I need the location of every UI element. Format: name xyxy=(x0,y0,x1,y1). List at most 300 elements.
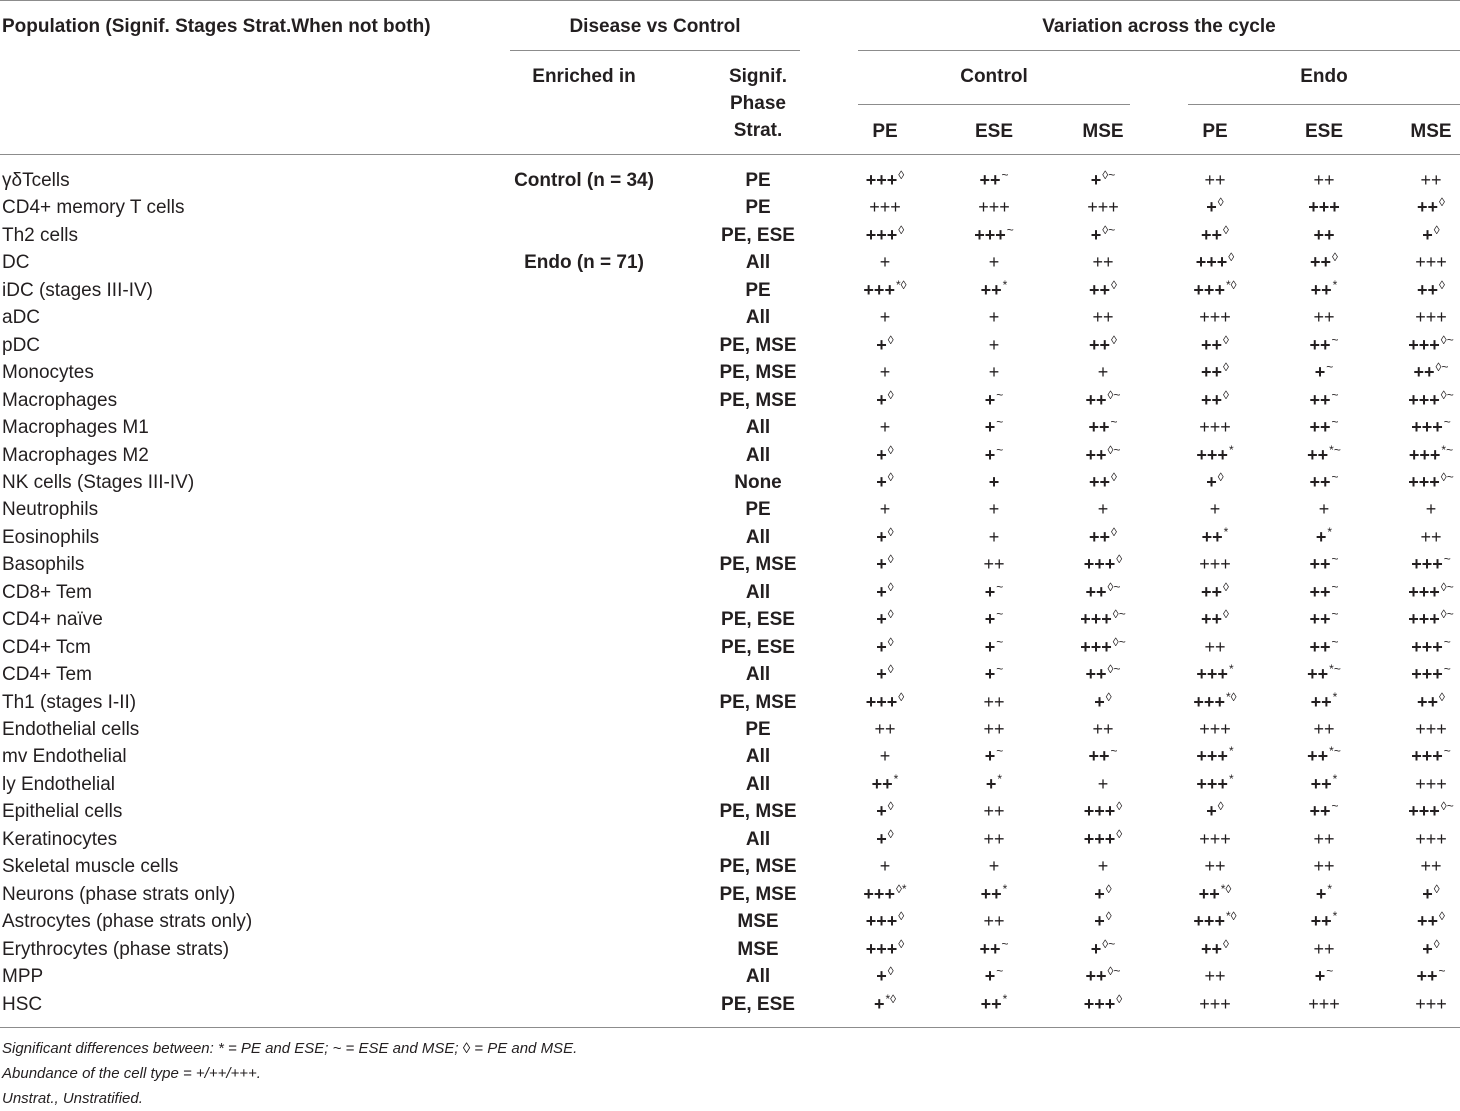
significance-marker: ~ xyxy=(996,443,1004,457)
abundance-mark xyxy=(1196,661,1233,690)
row-population: Neurons (phase strats only) xyxy=(2,884,236,905)
abundance-mark xyxy=(1086,963,1121,992)
significance-marker: ~ xyxy=(1443,744,1451,758)
abundance-mark xyxy=(1091,936,1115,965)
abundance-mark xyxy=(985,442,1004,471)
abundance-level: ++ xyxy=(1204,966,1226,986)
abundance-level: + xyxy=(879,417,891,437)
abundance-mark xyxy=(1199,304,1231,331)
abundance-level: +++ xyxy=(1196,774,1228,794)
abundance-mark xyxy=(989,359,1000,386)
row-population: Astrocytes (phase strats only) xyxy=(2,911,253,932)
significance-marker: ◊ xyxy=(887,552,894,566)
abundance-mark xyxy=(1411,634,1451,663)
abundance-level: + xyxy=(876,829,887,849)
abundance-level: + xyxy=(984,390,996,410)
significance-marker: * xyxy=(1332,772,1338,786)
row-signif-phase: All xyxy=(745,417,771,438)
abundance-mark xyxy=(880,743,891,770)
abundance-mark xyxy=(1319,496,1330,523)
header-ese-endo: ESE xyxy=(1304,121,1344,142)
significance-marker: ◊~ xyxy=(1102,937,1116,951)
abundance-mark xyxy=(1308,194,1340,221)
abundance-level: + xyxy=(879,362,891,382)
row-population: Th1 (stages I-II) xyxy=(2,692,137,713)
row-population: Endothelial cells xyxy=(2,719,140,740)
significance-marker: ◊~ xyxy=(1440,388,1454,402)
abundance-mark xyxy=(1408,469,1453,498)
significance-marker: ◊~ xyxy=(1107,388,1121,402)
abundance-mark xyxy=(1201,332,1229,361)
abundance-level: ++ xyxy=(1204,856,1226,876)
significance-marker: ~ xyxy=(996,388,1004,402)
abundance-mark xyxy=(989,853,1000,880)
significance-marker: * xyxy=(1223,525,1229,539)
abundance-level: + xyxy=(1318,499,1330,519)
abundance-mark xyxy=(1084,826,1122,855)
significance-marker: * xyxy=(1327,525,1333,539)
significance-marker: * xyxy=(997,772,1003,786)
abundance-level: +++ xyxy=(1193,911,1225,931)
abundance-mark xyxy=(1313,716,1334,743)
row-signif-phase: MSE xyxy=(737,939,779,960)
significance-marker: ~ xyxy=(996,662,1004,676)
abundance-level: +++ xyxy=(1080,637,1112,657)
abundance-level: ++ xyxy=(1309,609,1331,629)
abundance-level: +++ xyxy=(1196,746,1228,766)
abundance-mark xyxy=(974,222,1014,251)
abundance-mark xyxy=(1087,194,1119,221)
abundance-level: ++ xyxy=(1313,170,1335,190)
significance-marker: * xyxy=(1327,882,1333,896)
abundance-mark xyxy=(983,689,1004,716)
significance-marker: ◊ xyxy=(1433,937,1440,951)
significance-marker: ◊ xyxy=(1223,937,1229,951)
significance-marker: *~ xyxy=(1329,744,1341,758)
abundance-level: ++ xyxy=(1089,280,1111,300)
row-signif-phase: All xyxy=(745,664,771,685)
significance-marker: ◊ xyxy=(1223,388,1229,402)
abundance-mark xyxy=(874,991,896,1020)
abundance-level: +++ xyxy=(974,225,1006,245)
abundance-level: ++ xyxy=(980,994,1002,1014)
significance-marker: ◊ xyxy=(887,662,894,676)
significance-marker: ~ xyxy=(1331,580,1339,594)
abundance-level: ++ xyxy=(1085,445,1107,465)
abundance-level: ++ xyxy=(1313,856,1335,876)
abundance-level: + xyxy=(988,527,1000,547)
abundance-level: +++ xyxy=(1083,829,1116,849)
significance-marker: ◊ xyxy=(1116,552,1123,566)
abundance-mark xyxy=(1309,387,1338,416)
abundance-level: ++ xyxy=(1310,692,1332,712)
row-population: Epithelial cells xyxy=(2,801,123,822)
header-mse-control: MSE xyxy=(1082,121,1124,142)
row-signif-phase: All xyxy=(745,774,771,795)
abundance-level: + xyxy=(984,966,996,986)
significance-marker: * xyxy=(1228,744,1234,758)
abundance-mark xyxy=(1420,167,1441,194)
row-signif-phase: None xyxy=(734,472,782,493)
abundance-level: +++ xyxy=(1308,994,1340,1014)
abundance-level: + xyxy=(876,390,887,410)
abundance-level: ++ xyxy=(1309,554,1331,574)
row-signif-phase: PE, MSE xyxy=(719,692,797,713)
abundance-mark xyxy=(1313,936,1334,963)
abundance-mark xyxy=(1315,359,1334,388)
abundance-level: + xyxy=(1097,499,1109,519)
abundance-mark xyxy=(985,579,1004,608)
abundance-mark xyxy=(1308,991,1340,1018)
abundance-level: + xyxy=(988,307,1000,327)
row-signif-phase: PE, MSE xyxy=(719,856,797,877)
abundance-level: ++ xyxy=(1313,225,1335,245)
abundance-level: +++ xyxy=(865,170,898,190)
abundance-mark xyxy=(1415,304,1447,331)
row-signif-phase: PE, ESE xyxy=(721,637,795,658)
row-signif-phase: PE, MSE xyxy=(719,554,797,575)
abundance-level: +++ xyxy=(1083,801,1116,821)
abundance-mark xyxy=(876,579,893,608)
abundance-level: + xyxy=(984,582,996,602)
abundance-level: +++ xyxy=(1193,280,1225,300)
row-signif-phase: PE, ESE xyxy=(721,225,795,246)
abundance-mark xyxy=(1193,689,1236,718)
abundance-mark xyxy=(1414,359,1449,388)
abundance-mark xyxy=(1086,661,1121,690)
abundance-mark xyxy=(1411,661,1451,690)
significance-marker: ~ xyxy=(1443,552,1451,566)
abundance-level: ++ xyxy=(979,170,1001,190)
abundance-mark xyxy=(866,167,904,196)
abundance-level: + xyxy=(876,445,887,465)
significance-marker: ◊ xyxy=(1332,250,1338,264)
row-population: Eosinophils xyxy=(2,527,100,548)
abundance-level: +++ xyxy=(863,280,895,300)
row-signif-phase: All xyxy=(745,307,771,328)
abundance-mark xyxy=(1311,908,1338,937)
abundance-level: + xyxy=(1097,362,1109,382)
abundance-level: +++ xyxy=(1196,664,1228,684)
header-ese-control: ESE xyxy=(974,121,1014,142)
row-signif-phase: All xyxy=(745,829,771,850)
significance-marker: * xyxy=(1002,992,1008,1006)
abundance-level: + xyxy=(1314,362,1326,382)
abundance-level: + xyxy=(876,664,887,684)
abundance-level: + xyxy=(984,445,996,465)
significance-marker: ◊~ xyxy=(1440,580,1454,594)
abundance-mark xyxy=(1089,332,1117,361)
significance-marker: * xyxy=(893,772,899,786)
significance-marker: *~ xyxy=(1329,662,1341,676)
abundance-level: ++ xyxy=(1309,417,1331,437)
abundance-level: + xyxy=(876,335,887,355)
abundance-level: ++ xyxy=(1310,774,1332,794)
abundance-level: ++ xyxy=(1310,911,1332,931)
row-signif-phase: All xyxy=(745,746,771,767)
significance-marker: ◊~ xyxy=(1440,607,1454,621)
significance-marker: ◊ xyxy=(887,388,894,402)
row-population: Basophils xyxy=(2,554,85,575)
abundance-level: +++ xyxy=(1199,417,1231,437)
abundance-mark xyxy=(1417,194,1445,223)
abundance-level: +++ xyxy=(1199,719,1231,739)
abundance-level: ++ xyxy=(1310,280,1332,300)
significance-marker: ◊ xyxy=(887,443,894,457)
abundance-mark xyxy=(1309,798,1338,827)
abundance-mark xyxy=(1199,716,1231,743)
row-signif-phase: All xyxy=(745,966,771,987)
abundance-level: +++ xyxy=(1193,692,1225,712)
abundance-mark xyxy=(1196,442,1233,471)
abundance-level: + xyxy=(1090,170,1102,190)
abundance-level: ++ xyxy=(1201,362,1223,382)
abundance-level: +++ xyxy=(1411,664,1443,684)
abundance-mark xyxy=(866,936,904,965)
abundance-level: ++ xyxy=(1313,719,1335,739)
abundance-level: +++ xyxy=(1415,994,1447,1014)
abundance-level: +++ xyxy=(863,884,895,904)
significance-marker: ~ xyxy=(1326,964,1334,978)
significance-marker: *◊ xyxy=(1225,278,1237,292)
abundance-mark xyxy=(1311,277,1338,306)
row-signif-phase: PE xyxy=(745,170,771,191)
row-signif-phase: PE xyxy=(745,499,771,520)
significance-marker: ~ xyxy=(996,744,1004,758)
rule-disease xyxy=(510,50,800,51)
abundance-level: + xyxy=(1315,884,1327,904)
significance-marker: ~ xyxy=(1331,607,1339,621)
rule-variation xyxy=(858,50,1460,51)
abundance-mark xyxy=(1309,469,1338,498)
significance-marker: *◊ xyxy=(1220,882,1232,896)
abundance-mark xyxy=(985,661,1004,690)
abundance-level: ++ xyxy=(1088,746,1110,766)
abundance-level: + xyxy=(1422,939,1433,959)
significance-marker: ◊ xyxy=(898,690,905,704)
abundance-mark xyxy=(1084,991,1122,1020)
abundance-level: +++ xyxy=(1408,390,1440,410)
abundance-mark xyxy=(1309,414,1338,443)
significance-marker: ◊ xyxy=(1439,690,1445,704)
significance-marker: ◊ xyxy=(887,470,894,484)
abundance-level: + xyxy=(879,252,891,272)
abundance-mark xyxy=(1309,579,1338,608)
abundance-level: + xyxy=(988,335,1000,355)
abundance-mark xyxy=(1196,771,1233,800)
abundance-mark xyxy=(1193,908,1236,937)
abundance-mark xyxy=(989,249,1000,276)
significance-marker: ◊ xyxy=(1439,278,1445,292)
abundance-mark xyxy=(876,826,893,855)
abundance-mark xyxy=(876,387,893,416)
abundance-level: +++ xyxy=(1308,197,1340,217)
abundance-mark xyxy=(1411,551,1451,580)
significance-marker: ◊ xyxy=(887,964,894,978)
abundance-level: ++ xyxy=(1310,252,1332,272)
abundance-mark xyxy=(1411,414,1451,443)
row-population: NK cells (Stages III-IV) xyxy=(2,472,195,493)
abundance-level: + xyxy=(988,472,1000,492)
abundance-level: ++ xyxy=(1085,966,1107,986)
abundance-level: +++ xyxy=(1408,609,1440,629)
abundance-level: +++ xyxy=(1080,609,1112,629)
abundance-level: + xyxy=(1206,197,1217,217)
abundance-mark xyxy=(1422,881,1439,910)
significance-marker: ~ xyxy=(1331,635,1339,649)
abundance-mark xyxy=(1201,359,1229,388)
abundance-mark xyxy=(1313,167,1334,194)
significance-marker: ◊ xyxy=(1217,470,1224,484)
abundance-level: +++ xyxy=(1411,417,1443,437)
abundance-level: +++ xyxy=(1408,472,1440,492)
abundance-mark xyxy=(1313,826,1334,853)
significance-marker: ◊~ xyxy=(1435,360,1449,374)
abundance-mark xyxy=(1307,661,1341,690)
significance-marker: ◊ xyxy=(1111,333,1117,347)
abundance-mark xyxy=(1094,689,1111,718)
significance-marker: ~ xyxy=(996,635,1004,649)
abundance-level: ++ xyxy=(1198,884,1220,904)
abundance-mark xyxy=(1316,524,1332,553)
abundance-level: ++ xyxy=(983,692,1005,712)
abundance-level: ++ xyxy=(1201,939,1223,959)
abundance-mark xyxy=(866,908,904,937)
significance-marker: ◊ xyxy=(1439,195,1445,209)
row-population: CD4+ memory T cells xyxy=(2,197,185,218)
row-signif-phase: PE, MSE xyxy=(719,884,797,905)
abundance-mark xyxy=(863,881,906,910)
abundance-level: + xyxy=(1422,225,1433,245)
abundance-mark xyxy=(983,551,1004,578)
abundance-mark xyxy=(978,194,1010,221)
abundance-level: ++ xyxy=(1420,527,1442,547)
significance-marker: ~ xyxy=(1331,333,1339,347)
abundance-mark xyxy=(1307,442,1341,471)
abundance-level: ++ xyxy=(1201,390,1223,410)
abundance-mark xyxy=(863,277,906,306)
header-signif-phase xyxy=(710,63,806,144)
abundance-level: + xyxy=(876,472,887,492)
significance-marker: ~ xyxy=(1326,360,1334,374)
abundance-mark xyxy=(1310,249,1338,278)
abundance-level: + xyxy=(876,554,887,574)
abundance-level: ++ xyxy=(1417,280,1439,300)
abundance-mark xyxy=(1089,277,1117,306)
significance-marker: ◊ xyxy=(887,525,894,539)
abundance-mark xyxy=(1092,716,1113,743)
row-population: Macrophages M2 xyxy=(2,445,149,466)
abundance-mark xyxy=(1201,387,1229,416)
abundance-level: + xyxy=(876,527,887,547)
row-population: iDC (stages III-IV) xyxy=(2,280,153,301)
abundance-mark xyxy=(1415,716,1447,743)
abundance-level: ++ xyxy=(1313,939,1335,959)
abundance-mark xyxy=(1086,387,1121,416)
header-signif-line1: Signif. xyxy=(728,66,788,87)
abundance-level: + xyxy=(873,994,885,1014)
abundance-level: ++ xyxy=(1417,692,1439,712)
abundance-level: +++ xyxy=(1408,582,1440,602)
abundance-level: ++ xyxy=(1313,829,1335,849)
table-top-rule xyxy=(0,0,1460,1)
abundance-level: +++ xyxy=(1415,829,1447,849)
abundance-mark xyxy=(1080,634,1125,663)
abundance-mark xyxy=(1210,496,1221,523)
abundance-mark xyxy=(1089,469,1117,498)
significance-marker: ~ xyxy=(1006,223,1014,237)
abundance-mark xyxy=(1415,991,1447,1018)
significance-marker: ◊ xyxy=(1105,909,1112,923)
abundance-level: ++ xyxy=(980,280,1002,300)
abundance-level: ++ xyxy=(1085,582,1107,602)
abundance-level: + xyxy=(984,417,996,437)
abundance-mark xyxy=(1416,963,1445,992)
row-enriched-in: Control (n = 34) xyxy=(514,170,654,191)
significance-marker: ~ xyxy=(996,607,1004,621)
abundance-level: + xyxy=(879,499,891,519)
abundance-mark xyxy=(989,496,1000,523)
row-population: ly Endothelial xyxy=(2,774,116,795)
abundance-level: + xyxy=(876,637,887,657)
significance-marker: ~ xyxy=(996,964,1004,978)
significance-marker: ◊~ xyxy=(1102,168,1116,182)
row-population: γδTcells xyxy=(2,170,70,191)
footnote-significance: Significant differences between: * = PE and ESE; ~ = ESE and MSE; ◊ = PE and MSE. xyxy=(2,1040,578,1057)
significance-marker: ~ xyxy=(1331,552,1339,566)
abundance-mark xyxy=(1420,853,1441,880)
abundance-mark xyxy=(1201,936,1229,965)
row-signif-phase: All xyxy=(745,582,771,603)
significance-marker: ~ xyxy=(1110,744,1118,758)
header-pe-control: PE xyxy=(872,121,898,142)
abundance-mark xyxy=(989,524,1000,551)
row-population: aDC xyxy=(2,307,41,328)
abundance-mark xyxy=(1199,414,1231,441)
significance-marker: ◊~ xyxy=(1107,580,1121,594)
abundance-level: ++ xyxy=(1085,390,1107,410)
abundance-level: + xyxy=(1425,499,1437,519)
abundance-mark xyxy=(876,524,893,553)
row-population: MPP xyxy=(2,966,44,987)
abundance-mark xyxy=(985,414,1004,443)
abundance-mark xyxy=(1313,222,1334,249)
row-signif-phase: PE xyxy=(745,280,771,301)
header-endo: Endo xyxy=(1300,66,1348,87)
abundance-level: ++ xyxy=(1201,225,1223,245)
abundance-level: ++ xyxy=(1201,527,1223,547)
significance-marker: ◊~ xyxy=(1107,964,1121,978)
row-signif-phase: PE, ESE xyxy=(721,994,795,1015)
abundance-mark xyxy=(876,332,893,361)
abundance-mark xyxy=(1206,194,1223,223)
rule-endo xyxy=(1188,104,1460,105)
abundance-level: ++ xyxy=(983,554,1005,574)
abundance-mark xyxy=(1313,853,1334,880)
significance-marker: * xyxy=(1228,772,1234,786)
abundance-mark xyxy=(1311,771,1338,800)
abundance-level: + xyxy=(985,774,997,794)
abundance-mark xyxy=(1092,249,1113,276)
abundance-mark xyxy=(1098,359,1109,386)
abundance-mark xyxy=(872,771,899,800)
significance-marker: ◊ xyxy=(898,909,905,923)
row-population: Monocytes xyxy=(2,362,94,383)
abundance-level: ++ xyxy=(874,719,896,739)
significance-marker: ~ xyxy=(1331,415,1339,429)
abundance-level: +++ xyxy=(865,911,898,931)
abundance-level: + xyxy=(1097,856,1109,876)
